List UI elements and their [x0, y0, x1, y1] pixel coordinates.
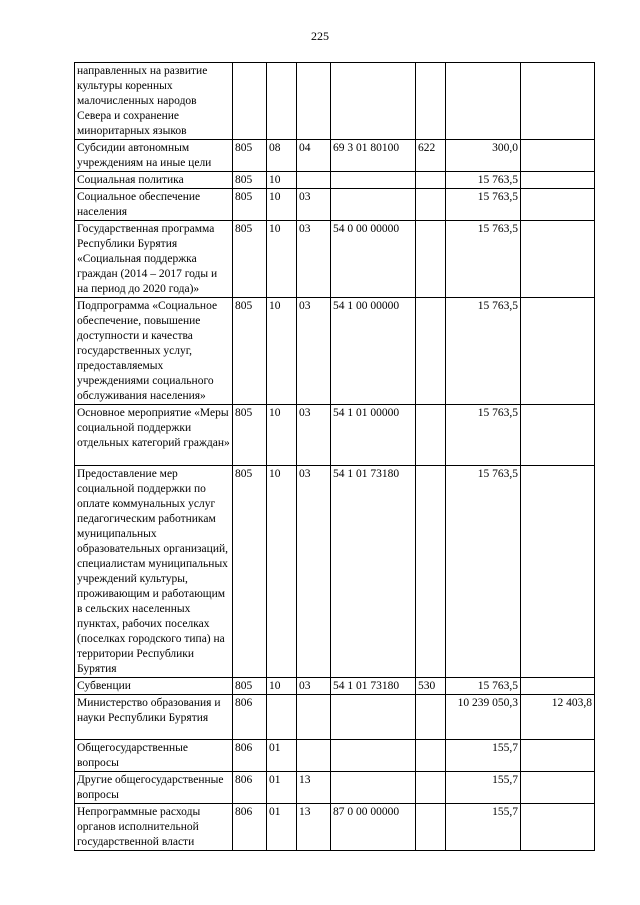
- cell-sum: 10 239 050,3: [446, 695, 521, 740]
- table-row: [75, 298, 595, 405]
- cell-vid-rashodov: 530: [416, 678, 446, 695]
- cell-sum: 155,7: [446, 772, 521, 804]
- cell-sum-2: [521, 172, 595, 189]
- cell-sum-2: [521, 405, 595, 466]
- cell-celevaya-statya: 54 0 00 00000: [331, 221, 416, 298]
- cell-razdel: 10: [267, 221, 297, 298]
- cell-name: Непрограммные расходы органов исполнительной государственной власти: [75, 804, 233, 851]
- cell-name: Субсидии автономным учреждениям на иные цели: [75, 140, 233, 172]
- cell-sum: 15 763,5: [446, 221, 521, 298]
- cell-ved: [233, 63, 267, 140]
- cell-podrazdel: 03: [297, 466, 331, 678]
- cell-sum: 300,0: [446, 140, 521, 172]
- cell-celevaya-statya: [331, 772, 416, 804]
- cell-name: направленных на развитие культуры коренных малочисленных народов Севера и сохранение миноритарных языков: [75, 63, 233, 140]
- table-row: [75, 140, 595, 172]
- table-row: [75, 695, 595, 740]
- cell-ved: 805: [233, 189, 267, 221]
- cell-sum-2: 12 403,8: [521, 695, 595, 740]
- cell-podrazdel: 03: [297, 298, 331, 405]
- cell-razdel: 01: [267, 740, 297, 772]
- cell-podrazdel: 03: [297, 405, 331, 466]
- cell-podrazdel: [297, 172, 331, 189]
- cell-razdel: 08: [267, 140, 297, 172]
- cell-sum-2: [521, 740, 595, 772]
- cell-razdel: 01: [267, 772, 297, 804]
- cell-sum: 155,7: [446, 740, 521, 772]
- cell-podrazdel: [297, 695, 331, 740]
- cell-podrazdel: 13: [297, 772, 331, 804]
- cell-name: Министерство образования и науки Республики Бурятия: [75, 695, 233, 740]
- cell-ved: 806: [233, 804, 267, 851]
- cell-ved: 806: [233, 772, 267, 804]
- cell-razdel: 10: [267, 172, 297, 189]
- cell-vid-rashodov: [416, 466, 446, 678]
- cell-ved: 806: [233, 695, 267, 740]
- cell-name: Социальная политика: [75, 172, 233, 189]
- cell-sum-2: [521, 466, 595, 678]
- cell-sum-2: [521, 678, 595, 695]
- cell-razdel: 10: [267, 678, 297, 695]
- cell-sum-2: [521, 63, 595, 140]
- table-row: [75, 804, 595, 851]
- page-number: 225: [311, 29, 329, 43]
- cell-ved: 805: [233, 172, 267, 189]
- cell-celevaya-statya: [331, 695, 416, 740]
- cell-ved: 805: [233, 405, 267, 466]
- cell-vid-rashodov: [416, 405, 446, 466]
- cell-sum: 155,7: [446, 804, 521, 851]
- cell-sum-2: [521, 298, 595, 405]
- cell-vid-rashodov: 622: [416, 140, 446, 172]
- cell-name: Основное мероприятие «Меры социальной поддержки отдельных категорий граждан»: [75, 405, 233, 466]
- cell-celevaya-statya: [331, 63, 416, 140]
- cell-podrazdel: 13: [297, 804, 331, 851]
- cell-sum: 15 763,5: [446, 405, 521, 466]
- cell-razdel: 10: [267, 466, 297, 678]
- cell-razdel: [267, 695, 297, 740]
- cell-sum: [446, 63, 521, 140]
- cell-celevaya-statya: [331, 740, 416, 772]
- cell-podrazdel: 03: [297, 221, 331, 298]
- cell-podrazdel: 03: [297, 678, 331, 695]
- cell-vid-rashodov: [416, 695, 446, 740]
- table-row: [75, 221, 595, 298]
- table-row: [75, 172, 595, 189]
- cell-ved: 805: [233, 298, 267, 405]
- cell-name: Государственная программа Республики Бурятия «Социальная поддержка граждан (2014 – 2017 годы и на период до 2020 года)»: [75, 221, 233, 298]
- cell-vid-rashodov: [416, 740, 446, 772]
- cell-sum: 15 763,5: [446, 172, 521, 189]
- cell-ved: 805: [233, 678, 267, 695]
- cell-ved: 805: [233, 140, 267, 172]
- cell-celevaya-statya: 54 1 00 00000: [331, 298, 416, 405]
- cell-sum-2: [521, 772, 595, 804]
- cell-name: Общегосударственные вопросы: [75, 740, 233, 772]
- table-row: [75, 678, 595, 695]
- cell-ved: 806: [233, 740, 267, 772]
- cell-name: Подпрограмма «Социальное обеспечение, повышение доступности и качества государственных услуг, предоставляемых учреждениями социального обслуживания населения»: [75, 298, 233, 405]
- cell-ved: 805: [233, 466, 267, 678]
- table-row: [75, 772, 595, 804]
- table-row: [75, 189, 595, 221]
- table-row: [75, 740, 595, 772]
- cell-name: Социальное обеспечение населения: [75, 189, 233, 221]
- cell-name: Другие общегосударственные вопросы: [75, 772, 233, 804]
- cell-podrazdel: [297, 63, 331, 140]
- table-row: [75, 466, 595, 678]
- cell-vid-rashodov: [416, 298, 446, 405]
- cell-celevaya-statya: 54 1 01 73180: [331, 466, 416, 678]
- cell-vid-rashodov: [416, 189, 446, 221]
- cell-sum: 15 763,5: [446, 678, 521, 695]
- cell-vid-rashodov: [416, 63, 446, 140]
- cell-razdel: 10: [267, 298, 297, 405]
- cell-sum: 15 763,5: [446, 298, 521, 405]
- budget-table: [74, 62, 595, 851]
- cell-ved: 805: [233, 221, 267, 298]
- cell-vid-rashodov: [416, 221, 446, 298]
- cell-sum-2: [521, 140, 595, 172]
- cell-sum: 15 763,5: [446, 189, 521, 221]
- cell-razdel: 10: [267, 189, 297, 221]
- cell-sum-2: [521, 189, 595, 221]
- cell-sum: 15 763,5: [446, 466, 521, 678]
- cell-name: Предоставление мер социальной поддержки по оплате коммунальных услуг педагогическим работникам муниципальных образовательных организаций, специалистам муниципальных учреждений культуры, проживающим и работающим в сельских населенных пунктах, рабочих поселках (поселках городского типа) на территории Республики Бурятия: [75, 466, 233, 678]
- cell-razdel: 01: [267, 804, 297, 851]
- table-row: [75, 405, 595, 466]
- cell-celevaya-statya: [331, 172, 416, 189]
- cell-celevaya-statya: 54 1 01 00000: [331, 405, 416, 466]
- cell-name: Субвенции: [75, 678, 233, 695]
- table-row: [75, 63, 595, 140]
- cell-podrazdel: [297, 740, 331, 772]
- cell-celevaya-statya: 87 0 00 00000: [331, 804, 416, 851]
- cell-celevaya-statya: 54 1 01 73180: [331, 678, 416, 695]
- cell-vid-rashodov: [416, 772, 446, 804]
- cell-vid-rashodov: [416, 804, 446, 851]
- cell-celevaya-statya: [331, 189, 416, 221]
- cell-razdel: [267, 63, 297, 140]
- cell-celevaya-statya: 69 3 01 80100: [331, 140, 416, 172]
- cell-podrazdel: 04: [297, 140, 331, 172]
- cell-razdel: 10: [267, 405, 297, 466]
- cell-vid-rashodov: [416, 172, 446, 189]
- cell-sum-2: [521, 221, 595, 298]
- cell-podrazdel: 03: [297, 189, 331, 221]
- cell-sum-2: [521, 804, 595, 851]
